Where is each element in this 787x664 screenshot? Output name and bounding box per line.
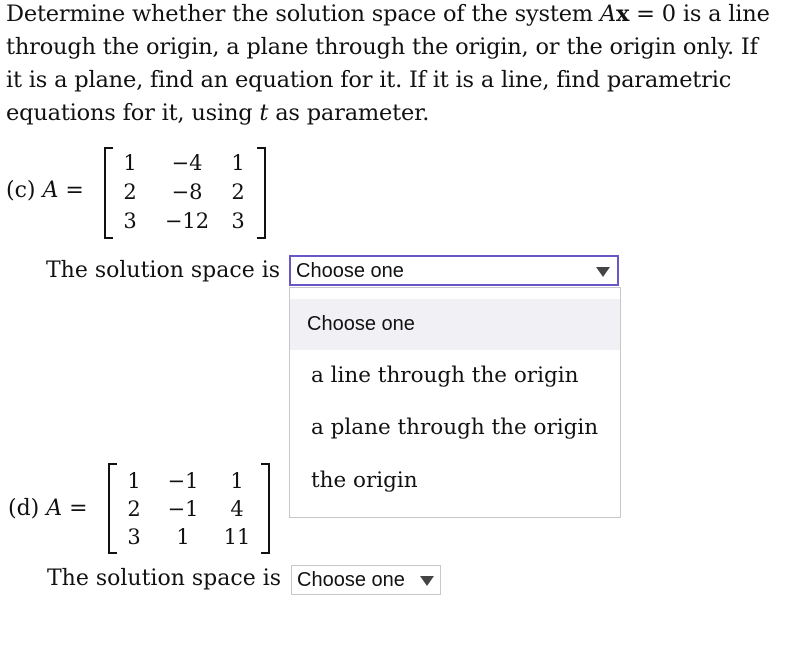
matrix-d-cell: 1 xyxy=(176,525,190,549)
problem-text-2: is a line through the origin, a plane through the origin, or the origin only. If it is a plane, find an equation for it. If it is a line, find parametric equations for it, using xyxy=(6,1,770,126)
part-d-var: A xyxy=(46,496,63,521)
dropdown-option-plane[interactable]: a plane through the origin xyxy=(311,415,599,440)
part-d-label xyxy=(8,496,88,522)
matrix-c-cell: −8 xyxy=(171,180,203,204)
matrix-d-cell: 1 xyxy=(127,469,141,493)
dropdown-option-line[interactable]: a line through the origin xyxy=(311,363,579,388)
select-d-value: Choose one xyxy=(297,569,405,591)
matrix-d-cell: 4 xyxy=(230,497,244,521)
matrix-c-cell: 3 xyxy=(231,209,245,233)
problem-statement xyxy=(6,0,776,130)
matrix-c-cell: 1 xyxy=(231,151,245,175)
part-c-solution-label: The solution space is xyxy=(46,258,281,283)
parameter-variable: t xyxy=(259,100,269,126)
part-d-solution-label: The solution space is xyxy=(47,566,282,591)
matrix-c-cell: 2 xyxy=(123,180,137,204)
matrix-d-cell: 2 xyxy=(127,497,141,521)
problem-text-3: as parameter. xyxy=(268,100,430,126)
solution-space-select-c[interactable] xyxy=(289,255,619,286)
dropdown-arrow-icon xyxy=(596,267,610,277)
dropdown-option-origin[interactable]: the origin xyxy=(311,468,418,493)
solution-space-select-d[interactable] xyxy=(291,565,441,595)
matrix-c xyxy=(104,147,266,239)
part-d-prefix: (d) xyxy=(8,496,47,521)
equation-rhs: = 0 xyxy=(629,1,676,27)
part-c-var: A xyxy=(42,178,59,203)
problem-text-1: Determine whether the solution space of the system xyxy=(6,1,600,27)
part-c-equals: = xyxy=(58,178,84,203)
dropdown-arrow-icon xyxy=(420,576,434,586)
part-c-label xyxy=(6,178,84,204)
matrix-c-left-bracket xyxy=(104,147,113,239)
matrix-d-cell: −1 xyxy=(167,469,199,493)
part-d-equals: = xyxy=(62,496,88,521)
dropdown-option-choose-one[interactable]: Choose one xyxy=(290,299,620,350)
matrix-d-left-bracket xyxy=(108,463,117,554)
select-c-value: Choose one xyxy=(296,260,404,282)
matrix-c-cell: −12 xyxy=(164,209,210,233)
matrix-c-cell: 1 xyxy=(123,151,137,175)
matrix-d xyxy=(108,463,270,554)
matrix-c-right-bracket xyxy=(257,147,266,239)
matrix-d-cell: −1 xyxy=(167,497,199,521)
matrix-c-cell: −4 xyxy=(171,151,203,175)
matrix-d-cell: 3 xyxy=(127,525,141,549)
dropdown-list-c xyxy=(289,287,621,518)
matrix-variable: A xyxy=(599,1,616,27)
matrix-c-cell: 3 xyxy=(123,209,137,233)
matrix-d-right-bracket xyxy=(261,463,270,554)
part-c-prefix: (c) xyxy=(6,178,43,203)
matrix-c-cell: 2 xyxy=(231,180,245,204)
matrix-d-cell: 11 xyxy=(223,525,251,549)
vector-variable: x xyxy=(615,1,630,27)
matrix-d-cell: 1 xyxy=(230,469,244,493)
